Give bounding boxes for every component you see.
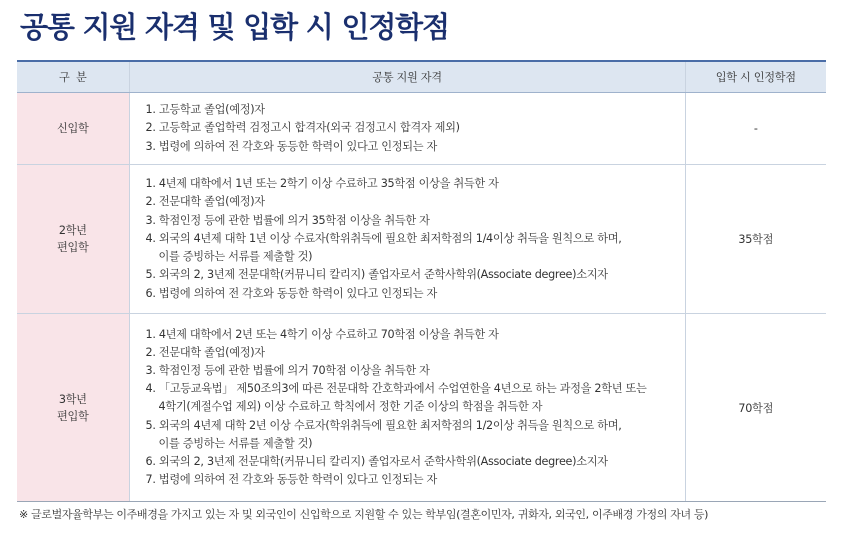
list-item: 1. 고등학교 졸업(예정)자 [145,103,265,117]
category-label: 신입학 [56,122,89,135]
header-credit: 입학 시 인정학점 [685,61,826,93]
category-third-year-transfer [17,314,129,502]
list-item: 3. 법령에 의하여 전 각호와 동등한 학력이 있다고 인정되는 자 [145,139,438,153]
credit-freshman: - [685,93,826,165]
table-row-freshman [17,93,826,165]
category-label-line2: 편입학 [56,409,89,423]
category-label-line2: 편입학 [56,241,89,254]
list-item-continuation: 이를 증빙하는 서류를 제출할 것) [145,250,313,264]
list-item: 2. 전문대학 졸업(예정)자 [145,195,265,209]
list-item: 1. 4년제 대학에서 1년 또는 2학기 이상 수료하고 35학점 이상을 취득한 자 [145,177,499,191]
list-item: 4. 외국의 4년제 대학 1년 이상 수료자(학위취득에 필요한 최저학점의 1/4이상 취득을 원칙으로 하며, [145,231,622,245]
qualification-list-third-year [129,314,685,502]
qualification-list-freshman [129,93,685,165]
table-row-second-year-transfer [17,165,826,314]
category-label-line1: 2학년 [58,224,87,237]
list-item: 5. 외국의 4년제 대학 2년 이상 수료자(학위취득에 필요한 최저학점의 1/2이상 취득을 원칙으로 하며, [145,418,622,432]
list-item: 4. 「고등교육법」 제50조의3에 따른 전문대학 간호학과에서 수업연한을 4년으로 하는 과정을 2학년 또는 [145,382,647,396]
header-category: 구 분 [17,61,129,93]
list-item: 5. 외국의 2, 3년제 전문대학(커뮤니티 칼리지) 졸업자로서 준학사학위(Associate degree)소지자 [145,268,608,282]
category-second-year-transfer [17,165,129,314]
credit-second-year: 35학점 [685,165,826,314]
list-item: 1. 4년제 대학에서 2년 또는 4학기 이상 수료하고 70학점 이상을 취득한 자 [145,327,499,341]
page-title: 공통 지원 자격 및 입학 시 인정학점 [20,10,449,44]
list-item: 2. 고등학교 졸업학력 검정고시 합격자(외국 검정고시 합격자 제외) [145,121,460,135]
list-item-continuation: 이를 증빙하는 서류를 제출할 것) [145,436,313,450]
header-qualification: 공통 지원 자격 [129,61,685,93]
list-item-continuation: 4학기(계절수업 제외) 이상 수료하고 학칙에서 정한 기준 이상의 학점을 취득한 자 [145,400,543,414]
qualification-list-second-year [129,165,685,314]
list-item: 7. 법령에 의하여 전 각호와 동등한 학력이 있다고 인정되는 자 [145,473,438,487]
credit-third-year: 70학점 [685,314,826,502]
list-item: 6. 법령에 의하여 전 각호와 동등한 학력이 있다고 인정되는 자 [145,286,438,300]
category-freshman [17,93,129,165]
list-item: 2. 전문대학 졸업(예정)자 [145,345,265,359]
table-header-row [17,61,826,93]
list-item: 6. 외국의 2, 3년제 전문대학(커뮤니티 칼리지) 졸업자로서 준학사학위(Associate degree)소지자 [145,455,608,468]
list-item: 3. 학점인정 등에 관한 법률에 의거 70학점 이상을 취득한 자 [145,363,430,377]
qualification-table [17,60,826,502]
list-item: 3. 학점인정 등에 관한 법률에 의거 35학점 이상을 취득한 자 [145,213,430,227]
footnote: ※ 글로벌자율학부는 이주배경을 가지고 있는 자 및 외국인이 신입학으로 지원할 수 있는 학부임(결혼이민자, 귀화자, 외국인, 이주배경 가정의 자녀 등) [19,508,709,521]
table-row-third-year-transfer [17,314,826,502]
category-label-line1: 3학년 [58,392,87,406]
